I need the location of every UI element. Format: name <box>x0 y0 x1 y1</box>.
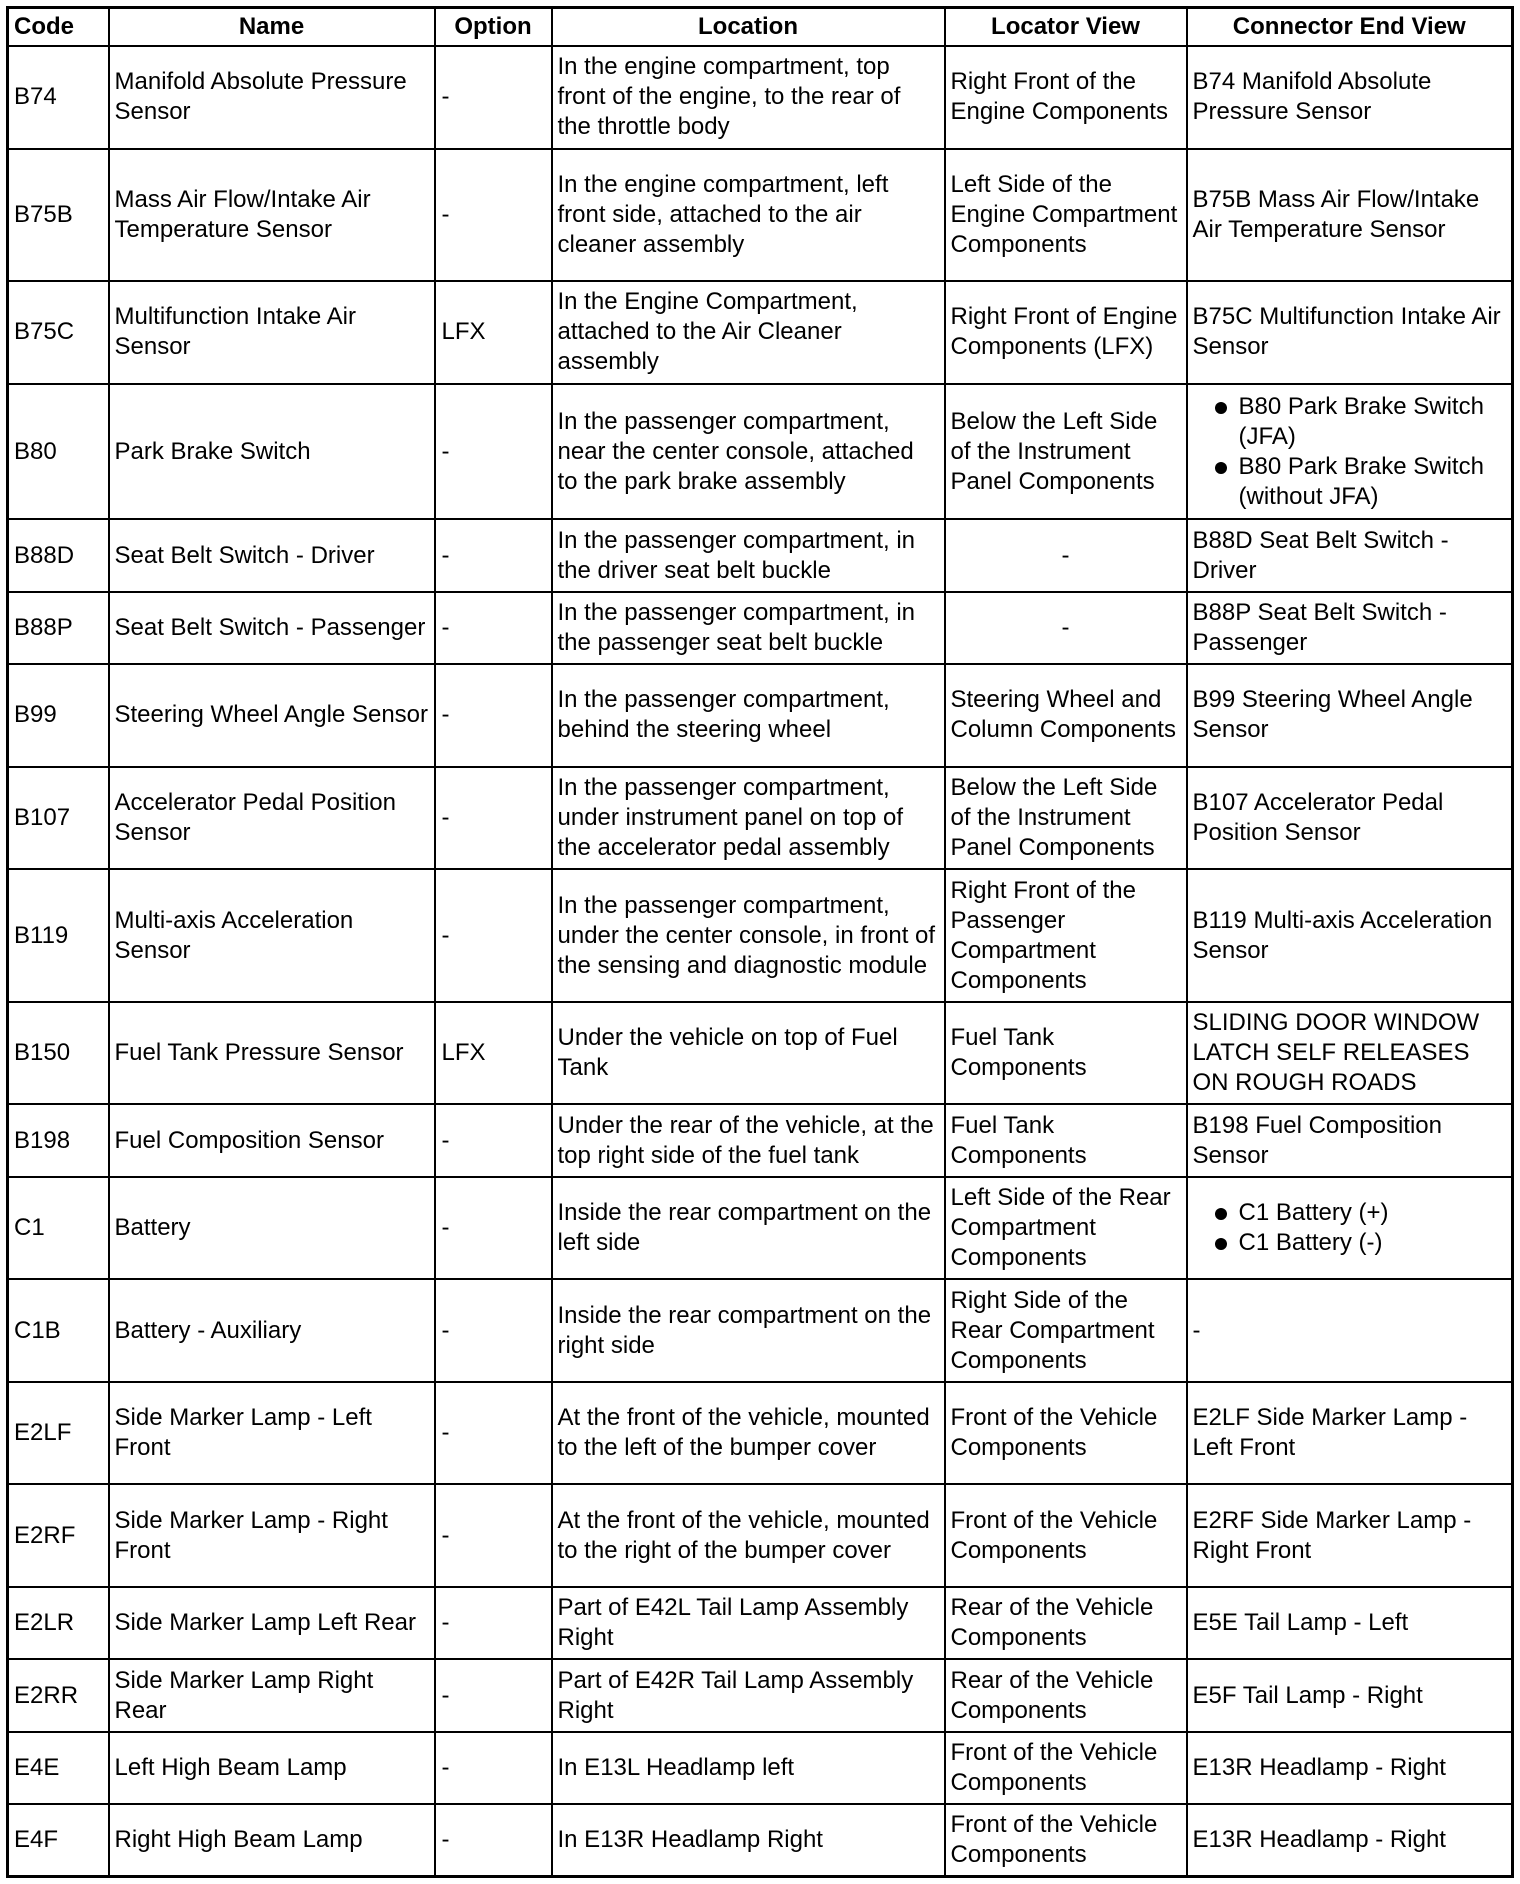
table-row <box>8 1804 1513 1876</box>
cell-code: B75B <box>8 149 109 282</box>
cell-connector-end-view <box>1187 384 1513 520</box>
cell-code: B80 <box>8 384 109 520</box>
cell-locator-view: Below the Left Side of the Instrument Panel Components <box>945 767 1187 870</box>
cell-locator-view: Right Front of the Passenger Compartment Components <box>945 869 1187 1002</box>
cell-option: - <box>435 519 552 591</box>
cell-name: Battery - Auxiliary <box>109 1279 435 1382</box>
cell-code: B107 <box>8 767 109 870</box>
table-row <box>8 1279 1513 1382</box>
cell-connector-end-view: E2RF Side Marker Lamp - Right Front <box>1187 1484 1513 1587</box>
cell-connector-end-view: B198 Fuel Composition Sensor <box>1187 1104 1513 1176</box>
cell-connector-end-view: B88D Seat Belt Switch - Driver <box>1187 519 1513 591</box>
header-connector-end-view: Connector End View <box>1187 8 1513 47</box>
cell-locator-view: Right Front of the Engine Components <box>945 46 1187 149</box>
cell-location: Under the vehicle on top of Fuel Tank <box>552 1002 945 1105</box>
cell-name: Multi-axis Acceleration Sensor <box>109 869 435 1002</box>
cell-option: - <box>435 767 552 870</box>
cell-name: Left High Beam Lamp <box>109 1732 435 1804</box>
cell-code: E4F <box>8 1804 109 1876</box>
cell-location: In the Engine Compartment, attached to the Air Cleaner assembly <box>552 281 945 384</box>
cell-locator-view: Fuel Tank Components <box>945 1104 1187 1176</box>
connector-list <box>1193 1198 1507 1258</box>
table-row <box>8 1104 1513 1176</box>
cell-option: - <box>435 384 552 520</box>
cell-locator-view: - <box>945 592 1187 664</box>
cell-name: Accelerator Pedal Position Sensor <box>109 767 435 870</box>
cell-connector-end-view: E13R Headlamp - Right <box>1187 1732 1513 1804</box>
cell-connector-end-view: E13R Headlamp - Right <box>1187 1804 1513 1876</box>
cell-connector-end-view: B88P Seat Belt Switch - Passenger <box>1187 592 1513 664</box>
cell-name: Park Brake Switch <box>109 384 435 520</box>
connector-list <box>1193 392 1507 512</box>
table-row <box>8 1732 1513 1804</box>
cell-location: Under the rear of the vehicle, at the top right side of the fuel tank <box>552 1104 945 1176</box>
cell-code: E4E <box>8 1732 109 1804</box>
cell-locator-view: - <box>945 519 1187 591</box>
cell-name: Fuel Tank Pressure Sensor <box>109 1002 435 1105</box>
table-row <box>8 664 1513 767</box>
cell-locator-view: Rear of the Vehicle Components <box>945 1587 1187 1659</box>
table-row <box>8 592 1513 664</box>
cell-code: B150 <box>8 1002 109 1105</box>
cell-locator-view: Right Side of the Rear Compartment Components <box>945 1279 1187 1382</box>
cell-option: - <box>435 46 552 149</box>
cell-location: In the passenger compartment, in the driver seat belt buckle <box>552 519 945 591</box>
cell-option: - <box>435 1279 552 1382</box>
cell-option: - <box>435 1587 552 1659</box>
cell-name: Seat Belt Switch - Passenger <box>109 592 435 664</box>
cell-name: Multifunction Intake Air Sensor <box>109 281 435 384</box>
cell-option: - <box>435 1484 552 1587</box>
cell-option: - <box>435 869 552 1002</box>
cell-option: - <box>435 1732 552 1804</box>
cell-connector-end-view: B107 Accelerator Pedal Position Sensor <box>1187 767 1513 870</box>
header-locator-view: Locator View <box>945 8 1187 47</box>
component-locator-table <box>6 6 1514 1878</box>
connector-list-item: C1 Battery (-) <box>1193 1228 1507 1258</box>
cell-location: Inside the rear compartment on the left side <box>552 1177 945 1280</box>
cell-name: Battery <box>109 1177 435 1280</box>
cell-name: Steering Wheel Angle Sensor <box>109 664 435 767</box>
header-location: Location <box>552 8 945 47</box>
cell-code: B88P <box>8 592 109 664</box>
cell-location: In E13L Headlamp left <box>552 1732 945 1804</box>
cell-location: Part of E42R Tail Lamp Assembly Right <box>552 1659 945 1731</box>
cell-code: E2LR <box>8 1587 109 1659</box>
cell-locator-view: Steering Wheel and Column Components <box>945 664 1187 767</box>
cell-code: B119 <box>8 869 109 1002</box>
cell-location: At the front of the vehicle, mounted to the left of the bumper cover <box>552 1382 945 1485</box>
cell-location: Part of E42L Tail Lamp Assembly Right <box>552 1587 945 1659</box>
cell-option: - <box>435 149 552 282</box>
cell-connector-end-view: B75C Multifunction Intake Air Sensor <box>1187 281 1513 384</box>
table-row <box>8 519 1513 591</box>
cell-name: Mass Air Flow/Intake Air Temperature Sensor <box>109 149 435 282</box>
cell-locator-view: Right Front of Engine Components (LFX) <box>945 281 1187 384</box>
cell-location: In the engine compartment, top front of the engine, to the rear of the throttle body <box>552 46 945 149</box>
cell-code: B198 <box>8 1104 109 1176</box>
cell-code: E2RR <box>8 1659 109 1731</box>
cell-locator-view: Below the Left Side of the Instrument Panel Components <box>945 384 1187 520</box>
cell-connector-end-view: B99 Steering Wheel Angle Sensor <box>1187 664 1513 767</box>
cell-location: At the front of the vehicle, mounted to the right of the bumper cover <box>552 1484 945 1587</box>
cell-connector-end-view <box>1187 1177 1513 1280</box>
header-name: Name <box>109 8 435 47</box>
cell-code: E2RF <box>8 1484 109 1587</box>
cell-option: LFX <box>435 1002 552 1105</box>
cell-option: - <box>435 1804 552 1876</box>
table-row <box>8 767 1513 870</box>
cell-locator-view: Fuel Tank Components <box>945 1002 1187 1105</box>
table-row <box>8 1587 1513 1659</box>
table-body <box>8 46 1513 1877</box>
cell-locator-view: Front of the Vehicle Components <box>945 1804 1187 1876</box>
cell-code: B99 <box>8 664 109 767</box>
cell-connector-end-view: B119 Multi-axis Acceleration Sensor <box>1187 869 1513 1002</box>
table-row <box>8 1002 1513 1105</box>
connector-list-item: B80 Park Brake Switch (JFA) <box>1193 392 1507 452</box>
cell-name: Side Marker Lamp Right Rear <box>109 1659 435 1731</box>
table-row <box>8 384 1513 520</box>
connector-list-item: B80 Park Brake Switch (without JFA) <box>1193 452 1507 512</box>
cell-code: B88D <box>8 519 109 591</box>
cell-locator-view: Front of the Vehicle Components <box>945 1732 1187 1804</box>
cell-connector-end-view: B74 Manifold Absolute Pressure Sensor <box>1187 46 1513 149</box>
cell-location: Inside the rear compartment on the right side <box>552 1279 945 1382</box>
cell-location: In the passenger compartment, under the center console, in front of the sensing and diagnostic module <box>552 869 945 1002</box>
header-row <box>8 8 1513 47</box>
cell-name: Fuel Composition Sensor <box>109 1104 435 1176</box>
cell-name: Manifold Absolute Pressure Sensor <box>109 46 435 149</box>
cell-option: LFX <box>435 281 552 384</box>
cell-location: In the passenger compartment, near the center console, attached to the park brake assembly <box>552 384 945 520</box>
cell-option: - <box>435 664 552 767</box>
header-code: Code <box>8 8 109 47</box>
cell-code: E2LF <box>8 1382 109 1485</box>
cell-connector-end-view: SLIDING DOOR WINDOW LATCH SELF RELEASES ON ROUGH ROADS <box>1187 1002 1513 1105</box>
cell-connector-end-view: E5F Tail Lamp - Right <box>1187 1659 1513 1731</box>
cell-name: Side Marker Lamp - Left Front <box>109 1382 435 1485</box>
cell-locator-view: Rear of the Vehicle Components <box>945 1659 1187 1731</box>
cell-name: Side Marker Lamp - Right Front <box>109 1484 435 1587</box>
cell-option: - <box>435 1177 552 1280</box>
cell-connector-end-view: E2LF Side Marker Lamp - Left Front <box>1187 1382 1513 1485</box>
cell-locator-view: Front of the Vehicle Components <box>945 1382 1187 1485</box>
cell-code: B75C <box>8 281 109 384</box>
cell-locator-view: Left Side of the Rear Compartment Components <box>945 1177 1187 1280</box>
cell-name: Seat Belt Switch - Driver <box>109 519 435 591</box>
cell-code: C1 <box>8 1177 109 1280</box>
cell-option: - <box>435 1104 552 1176</box>
cell-option: - <box>435 1659 552 1731</box>
cell-location: In E13R Headlamp Right <box>552 1804 945 1876</box>
cell-name: Side Marker Lamp Left Rear <box>109 1587 435 1659</box>
cell-name: Right High Beam Lamp <box>109 1804 435 1876</box>
table-row <box>8 1382 1513 1485</box>
cell-code: C1B <box>8 1279 109 1382</box>
table-row <box>8 869 1513 1002</box>
cell-location: In the engine compartment, left front side, attached to the air cleaner assembly <box>552 149 945 282</box>
cell-locator-view: Left Side of the Engine Compartment Components <box>945 149 1187 282</box>
cell-location: In the passenger compartment, in the passenger seat belt buckle <box>552 592 945 664</box>
cell-location: In the passenger compartment, behind the steering wheel <box>552 664 945 767</box>
header-option: Option <box>435 8 552 47</box>
cell-connector-end-view: E5E Tail Lamp - Left <box>1187 1587 1513 1659</box>
cell-code: B74 <box>8 46 109 149</box>
cell-locator-view: Front of the Vehicle Components <box>945 1484 1187 1587</box>
table-row <box>8 1659 1513 1731</box>
table-row <box>8 281 1513 384</box>
table-row <box>8 1484 1513 1587</box>
table-row <box>8 46 1513 149</box>
cell-connector-end-view: - <box>1187 1279 1513 1382</box>
cell-option: - <box>435 1382 552 1485</box>
cell-option: - <box>435 592 552 664</box>
table-row <box>8 1177 1513 1280</box>
cell-location: In the passenger compartment, under instrument panel on top of the accelerator pedal assembly <box>552 767 945 870</box>
connector-list-item: C1 Battery (+) <box>1193 1198 1507 1228</box>
cell-connector-end-view: B75B Mass Air Flow/Intake Air Temperature Sensor <box>1187 149 1513 282</box>
table-row <box>8 149 1513 282</box>
